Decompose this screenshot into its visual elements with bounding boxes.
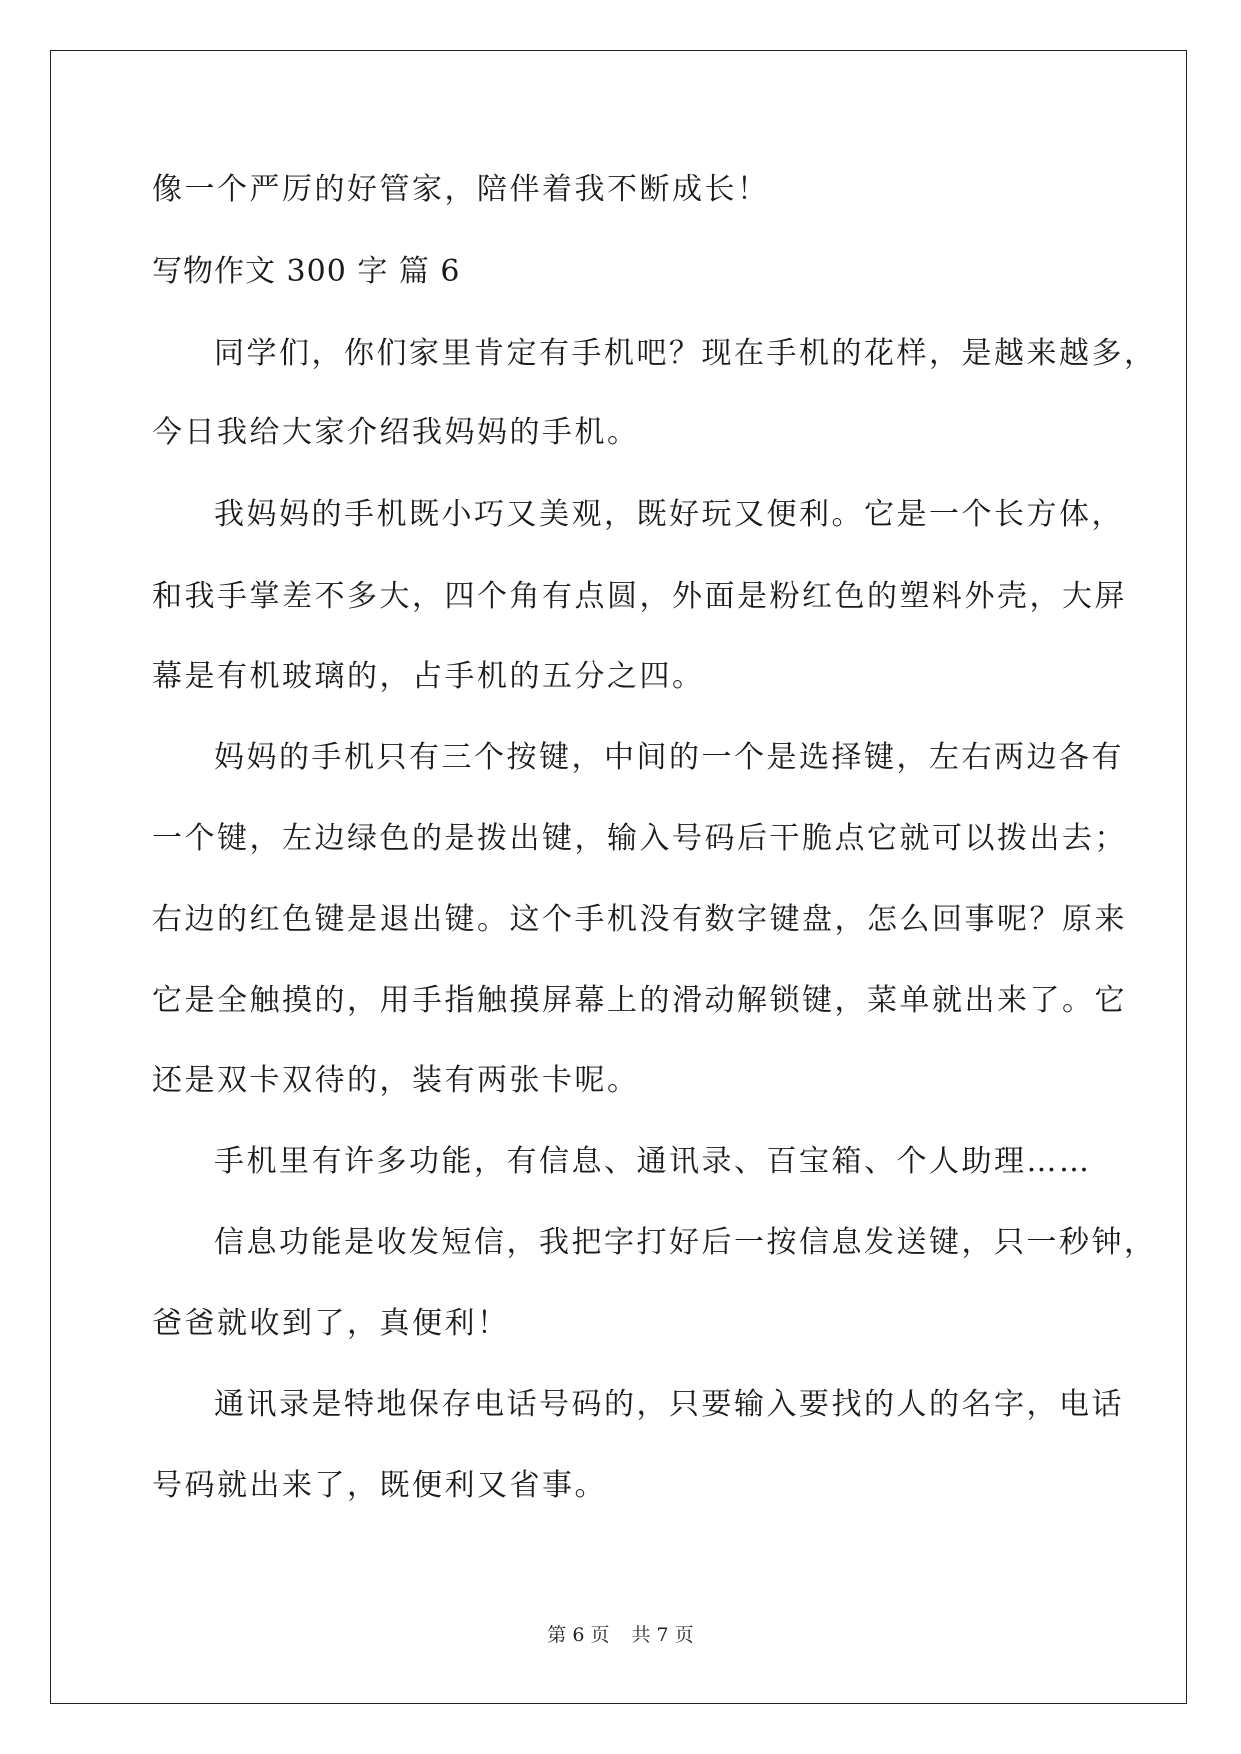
text-line: 幕是有机玻璃的，占手机的五分之四。 (152, 659, 705, 694)
text-line: 还是双卡双待的，装有两张卡呢。 (152, 1063, 640, 1098)
page-number-total: 共 7 页 (631, 1624, 694, 1646)
paragraph-line: 信息功能是收发短信，我把字打好后一按信息发送键，只一秒钟， (214, 1225, 1157, 1260)
text-line: 右边的红色键是退出键。这个手机没有数字键盘，怎么回事呢？原来 (152, 902, 1127, 937)
paragraph-line: 同学们，你们家里肯定有手机吧？现在手机的花样，是越来越多， (214, 336, 1157, 371)
text-line: 像一个严厉的好管家，陪伴着我不断成长！ (152, 172, 770, 207)
paragraph-line: 手机里有许多功能，有信息、通讯录、百宝箱、个人助理…… (214, 1144, 1092, 1179)
page-frame (50, 50, 1187, 1704)
paragraph-line: 通讯录是特地保存电话号码的，只要输入要找的人的名字，电话 (214, 1387, 1124, 1422)
paragraph-line: 我妈妈的手机既小巧又美观，既好玩又便利。它是一个长方体， (214, 497, 1124, 532)
text-line: 号码就出来了，既便利又省事。 (152, 1468, 607, 1503)
paragraph-line: 妈妈的手机只有三个按键，中间的一个是选择键，左右两边各有 (214, 740, 1124, 775)
text-line: 它是全触摸的，用手指触摸屏幕上的滑动解锁键，菜单就出来了。它 (152, 983, 1127, 1018)
page-number-current: 第 6 页 (547, 1624, 610, 1646)
page-footer (0, 1620, 1241, 1647)
text-line: 今日我给大家介绍我妈妈的手机。 (152, 415, 640, 450)
text-line: 一个键，左边绿色的是拨出键，输入号码后干脆点它就可以拨出去； (152, 821, 1127, 856)
section-heading: 写物作文 300 字 篇 6 (152, 254, 461, 289)
text-line: 和我手掌差不多大，四个角有点圆，外面是粉红色的塑料外壳，大屏 (152, 579, 1127, 614)
text-line: 爸爸就收到了，真便利！ (152, 1306, 510, 1341)
